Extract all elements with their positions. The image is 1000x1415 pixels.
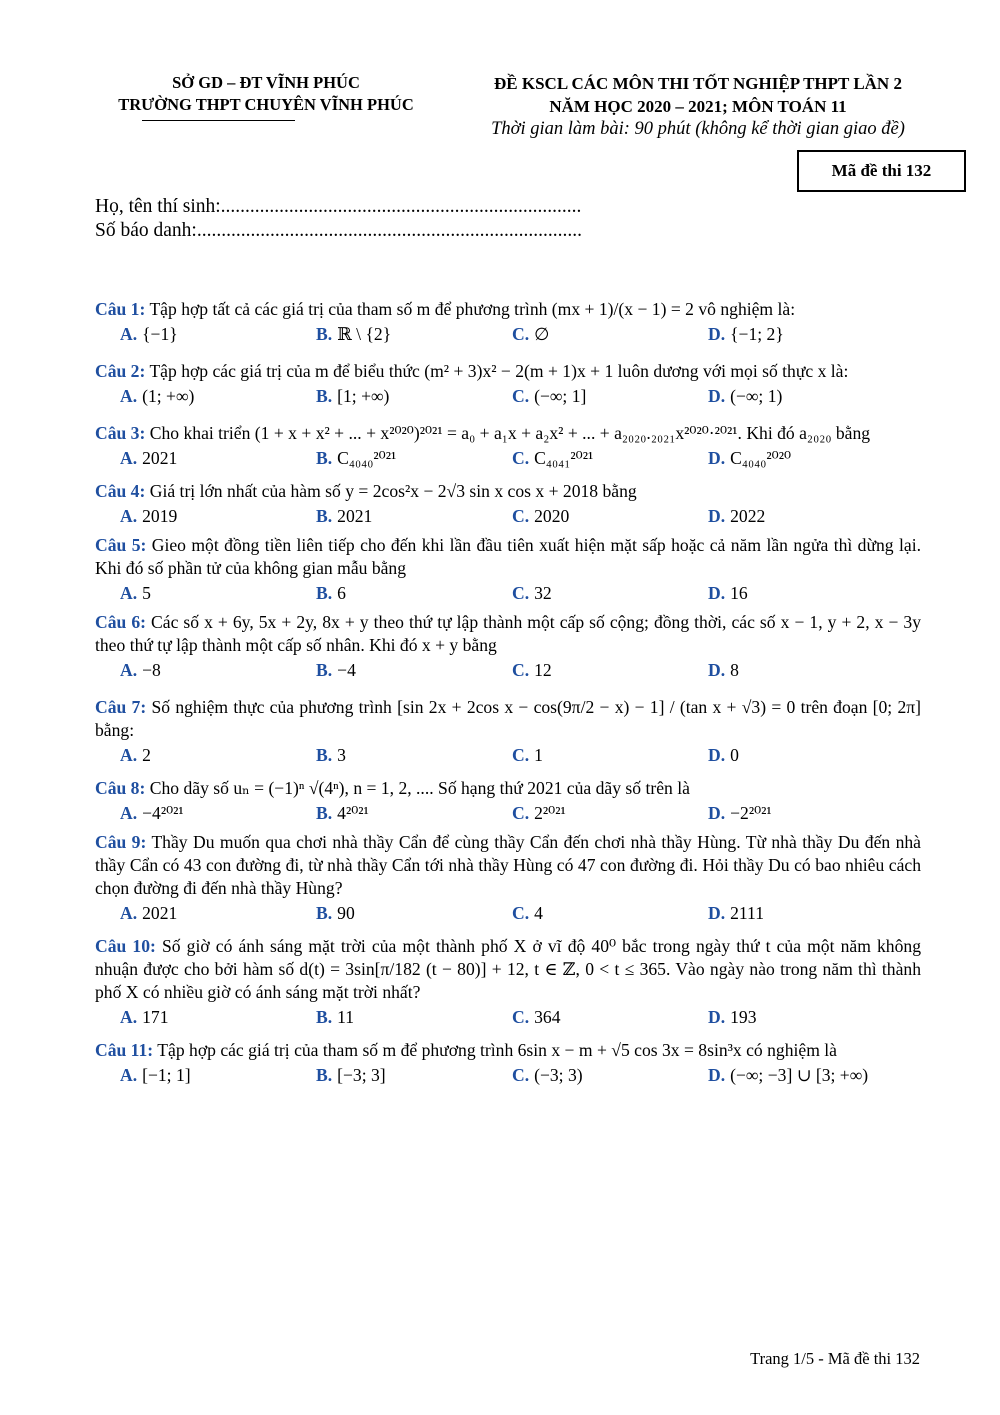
candidate-id-line: Số báo danh:............................................................................... xyxy=(95,220,582,241)
option-label: B. xyxy=(316,745,333,765)
answer-options xyxy=(95,582,921,605)
option-label: B. xyxy=(316,583,333,603)
question-body xyxy=(95,480,921,503)
option-label: C. xyxy=(512,506,530,526)
option-label: A. xyxy=(120,745,138,765)
option-label: D. xyxy=(708,386,726,406)
option-text: 2 xyxy=(142,745,151,765)
question-label: Câu 2: xyxy=(95,361,146,381)
candidate-name-line: Họ, tên thí sinh:.......................................................................... xyxy=(95,196,582,217)
option-label: A. xyxy=(120,1065,138,1085)
option-text: 6 xyxy=(337,583,346,603)
option-text: 12 xyxy=(534,660,552,680)
option-label: D. xyxy=(708,1065,726,1085)
answer-option xyxy=(708,902,904,925)
question-label: Câu 7: xyxy=(95,697,147,717)
option-text: 364 xyxy=(534,1007,561,1027)
question xyxy=(95,611,921,682)
option-label: D. xyxy=(708,448,726,468)
option-text: 0 xyxy=(730,745,739,765)
answer-option xyxy=(316,582,512,605)
exam-subtitle: NĂM HỌC 2020 – 2021; MÔN TOÁN 11 xyxy=(549,97,847,116)
option-label: A. xyxy=(120,903,138,923)
answer-option xyxy=(120,323,316,346)
question xyxy=(95,480,921,528)
question-list xyxy=(95,298,921,1087)
answer-option xyxy=(316,385,512,408)
question-text: Giá trị lớn nhất của hàm số y = 2cos²x − 2√3 sin x cos x + 2018 bằng xyxy=(149,481,637,501)
answer-options xyxy=(95,447,921,470)
question-text: Cho khai triển (1 + x + x² + ... + x²⁰²⁰)²⁰²¹ = a₀ + a₁x + a₂x² + ... + a₂₀₂₀.₂₀₂₁x²⁰²⁰·²⁰²¹. Khi đó a₂₀₂₀ bằng xyxy=(149,423,871,443)
header-right xyxy=(440,72,956,141)
answer-option xyxy=(316,447,512,470)
question-label: Câu 1: xyxy=(95,299,146,319)
option-label: D. xyxy=(708,903,726,923)
option-label: C. xyxy=(512,324,530,344)
answer-option xyxy=(316,744,512,767)
question-body xyxy=(95,611,921,657)
question-body xyxy=(95,831,921,900)
option-text: (−3; 3) xyxy=(534,1065,583,1085)
question xyxy=(95,1039,921,1087)
option-text: C₄₀₄₁²⁰²¹ xyxy=(534,448,594,468)
answer-option xyxy=(316,505,512,528)
answer-options xyxy=(95,744,921,767)
option-label: C. xyxy=(512,903,530,923)
answer-options xyxy=(95,802,921,825)
answer-option xyxy=(120,802,316,825)
answer-options xyxy=(95,659,921,682)
question xyxy=(95,935,921,1029)
answer-options xyxy=(95,1006,921,1029)
option-text: (−∞; 1] xyxy=(534,386,587,406)
answer-option xyxy=(120,902,316,925)
exam-duration: Thời gian làm bài: 90 phút (không kể thời gian giao đề) xyxy=(491,119,905,139)
option-text: C₄₀₄₀²⁰²⁰ xyxy=(730,448,792,468)
question-label: Câu 10: xyxy=(95,936,156,956)
option-label: D. xyxy=(708,660,726,680)
answer-option xyxy=(708,385,904,408)
question-text: Gieo một đồng tiền liên tiếp cho đến khi lần đầu tiên xuất hiện mặt sấp hoặc cả năm lần ngửa thì dừng lại. Khi đó số phần tử của không gian mẫu bằng xyxy=(95,535,921,578)
option-text: 90 xyxy=(337,903,355,923)
question-text: Tập hợp các giá trị của m để biểu thức (m² + 3)x² − 2(m + 1)x + 1 luôn dương với mọi số thực x là: xyxy=(149,361,849,381)
option-text: 193 xyxy=(730,1007,757,1027)
header-divider xyxy=(142,120,295,121)
answer-option xyxy=(120,447,316,470)
option-label: B. xyxy=(316,903,333,923)
answer-option xyxy=(120,744,316,767)
option-label: A. xyxy=(120,1007,138,1027)
option-text: 2021 xyxy=(142,903,178,923)
answer-option xyxy=(120,385,316,408)
option-text: (1; +∞) xyxy=(142,386,195,406)
option-label: B. xyxy=(316,506,333,526)
option-label: C. xyxy=(512,660,530,680)
question xyxy=(95,777,921,825)
option-label: B. xyxy=(316,1007,333,1027)
option-label: A. xyxy=(120,660,138,680)
answer-options xyxy=(95,1064,921,1087)
question-body xyxy=(95,696,921,742)
option-text: 4 xyxy=(534,903,543,923)
question-body xyxy=(95,360,921,383)
option-text: 1 xyxy=(534,745,543,765)
option-text: 11 xyxy=(337,1007,355,1027)
question xyxy=(95,298,921,346)
question-body xyxy=(95,935,921,1004)
option-label: C. xyxy=(512,448,530,468)
question-text: Thầy Du muốn qua chơi nhà thầy Cẩn để cùng thầy Cẩn đến chơi nhà thầy Hùng. Từ nhà thầy Du đến nhà thầy Cẩn có 43 con đường đi, từ nhà thầy Cẩn tới nhà thầy Hùng có 47 con đường đi. Hỏi thầy Du có bao nhiêu cách chọn đường đi đến nhà thầy Hùng? xyxy=(95,832,921,898)
answer-option xyxy=(316,802,512,825)
question-text: Các số x + 6y, 5x + 2y, 8x + y theo thứ tự lập thành một cấp số cộng; đồng thời, các số x − 1, y + 2, x − 3y theo thứ tự lập thành một cấp số nhân. Khi đó x + y bằng xyxy=(95,612,922,655)
question xyxy=(95,831,921,925)
answer-option xyxy=(512,902,708,925)
option-text: 171 xyxy=(142,1007,169,1027)
option-text: 2020 xyxy=(534,506,570,526)
answer-options xyxy=(95,902,921,925)
option-text: −8 xyxy=(142,660,161,680)
answer-options xyxy=(95,385,921,408)
option-label: C. xyxy=(512,583,530,603)
answer-option xyxy=(708,744,904,767)
option-label: C. xyxy=(512,386,530,406)
answer-option xyxy=(512,744,708,767)
answer-option xyxy=(708,659,904,682)
option-text: 4²⁰²¹ xyxy=(337,803,369,823)
option-label: B. xyxy=(316,1065,333,1085)
option-label: B. xyxy=(316,803,333,823)
answer-option xyxy=(512,323,708,346)
exam-code-box xyxy=(797,150,966,192)
answer-option xyxy=(512,582,708,605)
option-label: D. xyxy=(708,803,726,823)
question-body xyxy=(95,298,921,321)
option-label: B. xyxy=(316,386,333,406)
option-label: C. xyxy=(512,1007,530,1027)
option-label: D. xyxy=(708,745,726,765)
answer-options xyxy=(95,505,921,528)
answer-option xyxy=(708,447,904,470)
question-text: Tập hợp tất cả các giá trị của tham số m để phương trình (mx + 1)/(x − 1) = 2 vô nghiệm là: xyxy=(149,299,796,319)
option-text: −4 xyxy=(337,660,356,680)
question-label: Câu 5: xyxy=(95,535,147,555)
question xyxy=(95,534,921,605)
option-text: 8 xyxy=(730,660,739,680)
option-text: [−1; 1] xyxy=(142,1065,191,1085)
answer-option xyxy=(708,802,904,825)
option-label: D. xyxy=(708,506,726,526)
answer-option xyxy=(120,659,316,682)
question-body xyxy=(95,1039,921,1062)
option-text: {−1; 2} xyxy=(730,324,784,344)
answer-option xyxy=(120,1006,316,1029)
question-label: Câu 11: xyxy=(95,1040,154,1060)
option-text: (−∞; −3] ∪ [3; +∞) xyxy=(730,1065,869,1085)
option-label: A. xyxy=(120,506,138,526)
option-text: −4²⁰²¹ xyxy=(142,803,184,823)
option-label: D. xyxy=(708,583,726,603)
option-text: C₄₀₄₀²⁰²¹ xyxy=(337,448,397,468)
exam-title: ĐỀ KSCL CÁC MÔN THI TỐT NGHIỆP THPT LẦN 2 xyxy=(494,74,902,93)
option-label: B. xyxy=(316,448,333,468)
option-text: [−3; 3] xyxy=(337,1065,386,1085)
department-name: SỞ GD – ĐT VĨNH PHÚC xyxy=(172,73,360,92)
option-label: D. xyxy=(708,324,726,344)
option-label: A. xyxy=(120,386,138,406)
question xyxy=(95,696,921,767)
answer-option xyxy=(316,902,512,925)
page-footer: Trang 1/5 - Mã đề thi 132 xyxy=(750,1349,920,1368)
option-label: C. xyxy=(512,745,530,765)
answer-option xyxy=(512,385,708,408)
option-label: A. xyxy=(120,324,138,344)
option-text: [1; +∞) xyxy=(337,386,390,406)
option-text: {−1} xyxy=(142,324,178,344)
option-label: A. xyxy=(120,803,138,823)
option-text: ℝ \ {2} xyxy=(337,324,392,344)
option-label: C. xyxy=(512,1065,530,1085)
option-text: (−∞; 1) xyxy=(730,386,783,406)
question-text: Số giờ có ánh sáng mặt trời của một thành phố X ở vĩ độ 40⁰ bắc trong ngày thứ t của một năm không nhuận được cho bởi hàm số d(t) = 3sin[π/182 (t − 80)] + 12, t ∈ ℤ, 0 < t ≤ 365. Vào ngày nào trong năm thì thành phố X có nhiều giờ có ánh sáng mặt trời nhất? xyxy=(95,936,921,1002)
option-label: B. xyxy=(316,660,333,680)
question-text: Tập hợp các giá trị của tham số m để phương trình 6sin x − m + √5 cos 3x = 8sin³x có nghiệm là xyxy=(157,1040,837,1060)
option-text: 3 xyxy=(337,745,346,765)
question-label: Câu 8: xyxy=(95,778,146,798)
answer-option xyxy=(708,505,904,528)
question-label: Câu 3: xyxy=(95,423,146,443)
option-text: 2022 xyxy=(730,506,766,526)
option-text: −2²⁰²¹ xyxy=(730,803,772,823)
answer-option xyxy=(316,323,512,346)
question-text: Cho dãy số uₙ = (−1)ⁿ √(4ⁿ), n = 1, 2, .... Số hạng thứ 2021 của dãy số trên là xyxy=(149,778,690,798)
header-left xyxy=(96,72,436,116)
option-text: 5 xyxy=(142,583,151,603)
option-label: B. xyxy=(316,324,333,344)
answer-option xyxy=(708,1006,904,1029)
answer-option xyxy=(512,1006,708,1029)
option-label: A. xyxy=(120,583,138,603)
answer-option xyxy=(120,505,316,528)
option-text: 32 xyxy=(534,583,552,603)
question-label: Câu 9: xyxy=(95,832,147,852)
question xyxy=(95,422,921,470)
answer-option xyxy=(708,1064,904,1087)
answer-option xyxy=(512,447,708,470)
answer-option xyxy=(316,659,512,682)
option-text: 2021 xyxy=(142,448,178,468)
option-label: D. xyxy=(708,1007,726,1027)
answer-option xyxy=(512,802,708,825)
option-label: A. xyxy=(120,448,138,468)
option-text: 2111 xyxy=(730,903,764,923)
question xyxy=(95,360,921,408)
answer-option xyxy=(512,659,708,682)
answer-option xyxy=(120,582,316,605)
question-label: Câu 6: xyxy=(95,612,146,632)
option-text: 2²⁰²¹ xyxy=(534,803,566,823)
option-label: C. xyxy=(512,803,530,823)
answer-options xyxy=(95,323,921,346)
answer-option xyxy=(120,1064,316,1087)
question-body xyxy=(95,777,921,800)
question-label: Câu 4: xyxy=(95,481,146,501)
option-text: 2021 xyxy=(337,506,373,526)
option-text: 16 xyxy=(730,583,748,603)
answer-option xyxy=(708,582,904,605)
question-text: Số nghiệm thực của phương trình [sin 2x + 2cos x − cos(9π/2 − x) − 1] / (tan x + √3) = 0 trên đoạn [0; 2π] bằng: xyxy=(95,697,921,740)
option-text: 2019 xyxy=(142,506,178,526)
answer-option xyxy=(316,1064,512,1087)
option-text: ∅ xyxy=(534,324,550,344)
exam-code: Mã đề thi 132 xyxy=(831,161,932,180)
question-body xyxy=(95,534,921,580)
answer-option xyxy=(316,1006,512,1029)
school-name: TRƯỜNG THPT CHUYÊN VĨNH PHÚC xyxy=(118,95,414,114)
answer-option xyxy=(512,505,708,528)
answer-option xyxy=(512,1064,708,1087)
question-body xyxy=(95,422,921,445)
answer-option xyxy=(708,323,904,346)
